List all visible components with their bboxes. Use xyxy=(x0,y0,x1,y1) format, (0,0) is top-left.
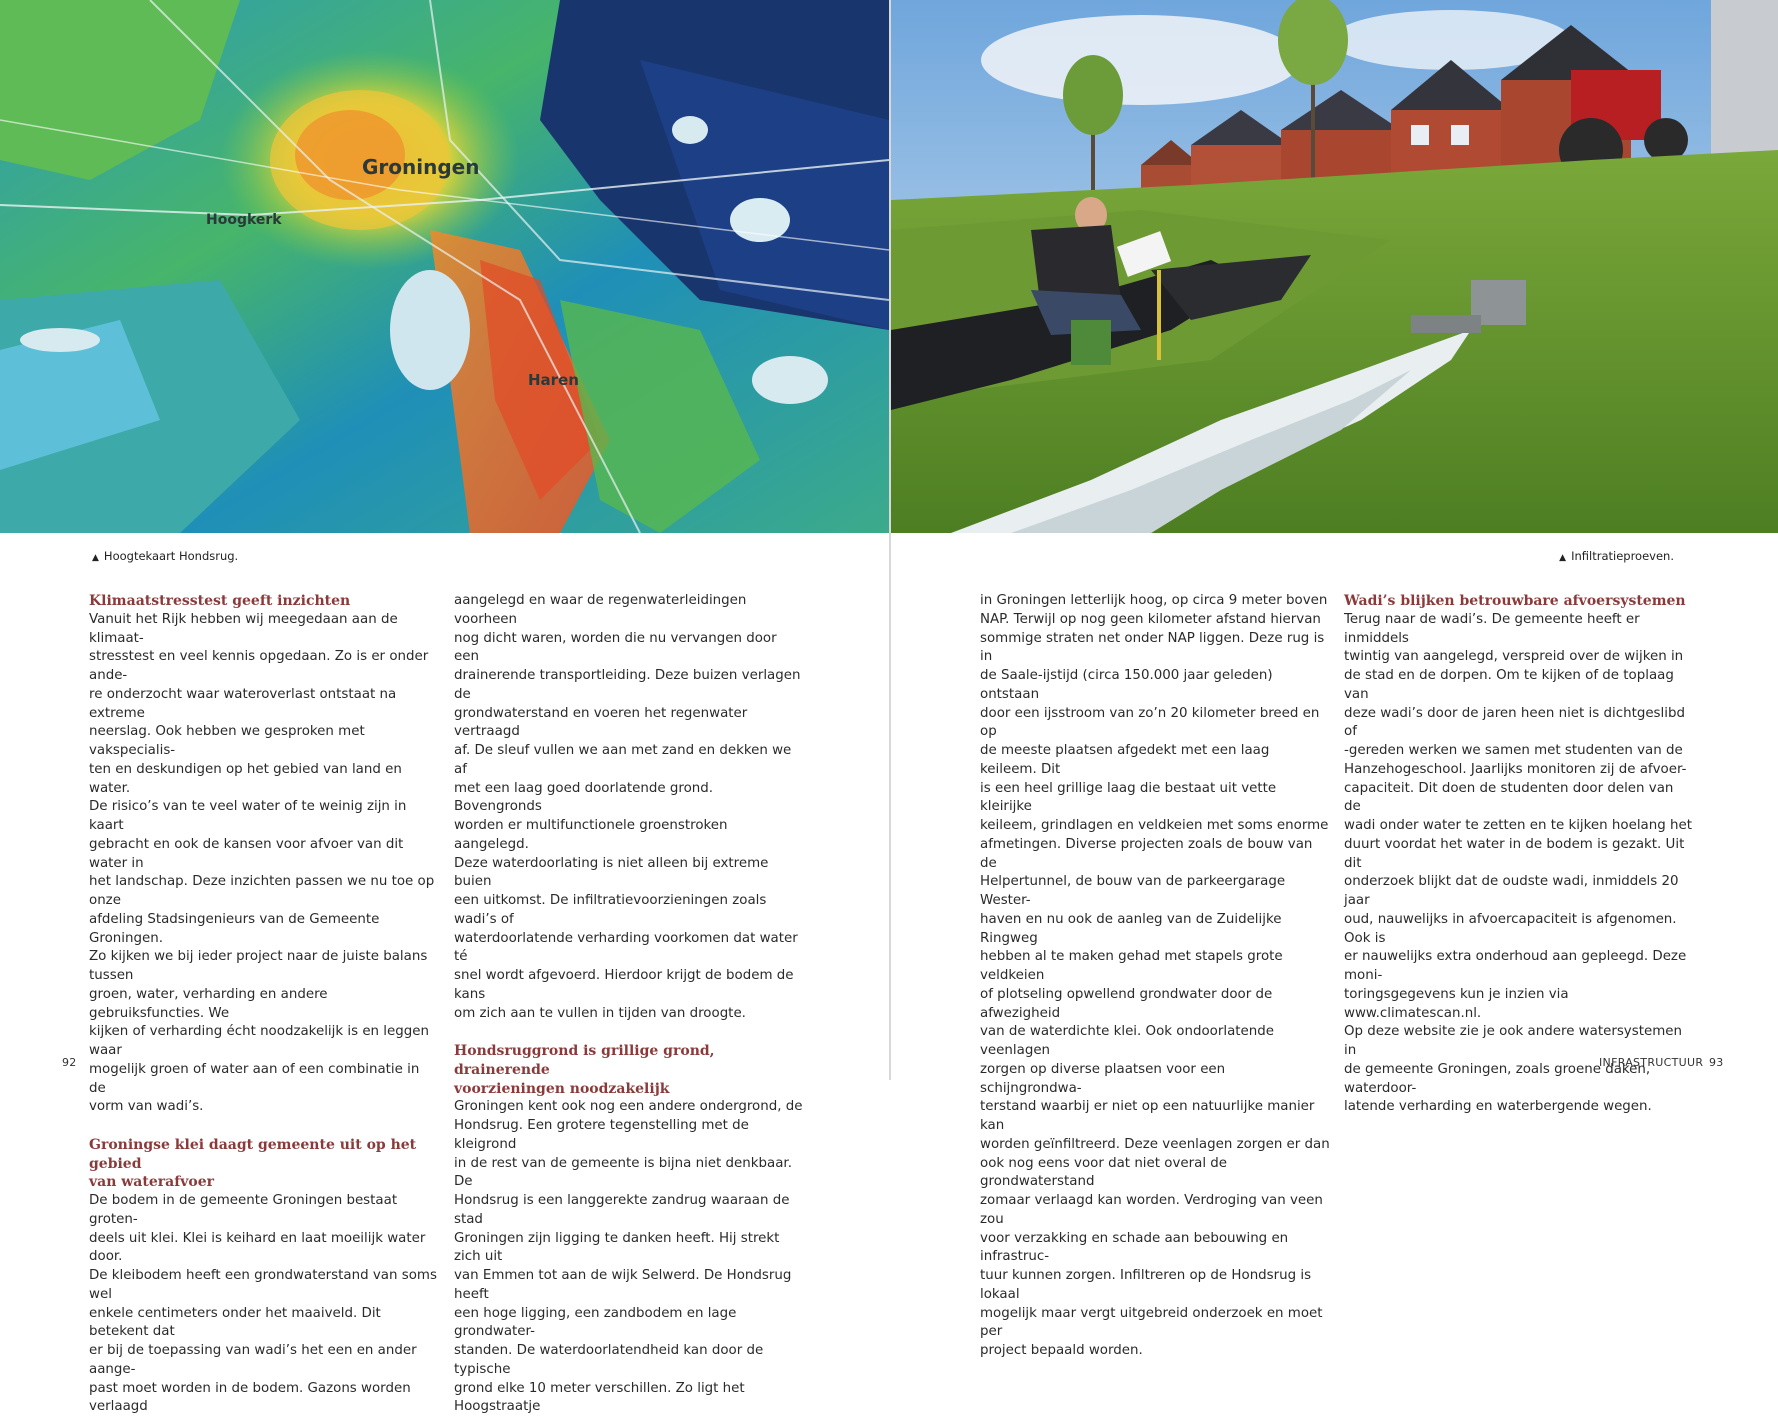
body-text-line: een hoge ligging, een zandbodem en lage grondwater- xyxy=(454,1305,804,1343)
body-text-line: waterdoorlatende verharding voorkomen dat water té xyxy=(454,930,804,968)
body-text-line: Hondsrug is een langgerekte zandrug waaraan de stad xyxy=(454,1192,804,1230)
body-text-line: in de rest van de gemeente is bijna niet denkbaar. De xyxy=(454,1155,804,1193)
body-text-line: Groningen kent ook nog een andere ondergrond, de xyxy=(454,1098,804,1117)
right-column-2 xyxy=(1344,592,1694,1117)
page-number-right: 93 xyxy=(1709,1056,1724,1069)
map-label-hoogkerk: Hoogkerk xyxy=(206,212,282,228)
body-text-line: kijken of verharding écht noodzakelijk is en leggen waar xyxy=(89,1023,439,1061)
body-text-line: De kleibodem heeft een grondwaterstand van soms wel xyxy=(89,1267,439,1305)
body-text-line: de gemeente Groningen, zoals groene daken, waterdoor- xyxy=(1344,1061,1694,1099)
body-text-line: met een laag goed doorlatende grond. Bovengronds xyxy=(454,780,804,818)
body-text-line: of plotseling opwellend grondwater door de afwezigheid xyxy=(980,986,1330,1024)
body-text-line: sommige straten net onder NAP liggen. Deze rug is in xyxy=(980,630,1330,668)
paragraph-gap xyxy=(89,1117,439,1136)
section-heading: Wadi’s blijken betrouwbare afvoersystemen xyxy=(1344,592,1694,611)
body-text-line: worden geïnfiltreerd. Deze veenlagen zorgen er dan xyxy=(980,1136,1330,1155)
body-text-line: aangelegd en waar de regenwaterleidingen voorheen xyxy=(454,592,804,630)
body-text-line: in Groningen letterlijk hoog, op circa 9 meter boven xyxy=(980,592,1330,611)
caption-triangle-icon: ▲ xyxy=(92,553,99,563)
body-text-line: deze wadi’s door de jaren heen niet is dichtgeslibd of xyxy=(1344,705,1694,743)
right-column-1 xyxy=(980,592,1330,1361)
body-text-line: nog dicht waren, worden die nu vervangen door een xyxy=(454,630,804,668)
body-text-line: zorgen op diverse plaatsen voor een schijngrondwa- xyxy=(980,1061,1330,1099)
body-text-line: hebben al te maken gehad met stapels grote veldkeien xyxy=(980,948,1330,986)
body-text-line: zomaar verlaagd kan worden. Verdroging van veen zou xyxy=(980,1192,1330,1230)
body-text-line: past moet worden in de bodem. Gazons worden verlaagd xyxy=(89,1380,439,1417)
caption-triangle-icon: ▲ xyxy=(1559,553,1566,563)
body-text-line: van de waterdichte klei. Ook ondoorlatende veenlagen xyxy=(980,1023,1330,1061)
body-text-line: oud, nauwelijks in afvoercapaciteit is afgenomen. Ook is xyxy=(1344,911,1694,949)
body-text-line: het landschap. Deze inzichten passen we nu toe op onze xyxy=(89,873,439,911)
body-text-line: neerslag. Ook hebben we gesproken met vakspecialis- xyxy=(89,723,439,761)
section-label: INFRASTRUCTUUR xyxy=(1599,1056,1703,1069)
body-text-line: voor verzakking en schade aan bebouwing en infrastruc- xyxy=(980,1230,1330,1268)
photo-caption-text: Infiltratieproeven. xyxy=(1571,549,1674,563)
body-text-line: tuur kunnen zorgen. Infiltreren op de Hondsrug is lokaal xyxy=(980,1267,1330,1305)
body-text-line: De bodem in de gemeente Groningen bestaat groten- xyxy=(89,1192,439,1230)
body-text-line: twintig van aangelegd, verspreid over de wijken in xyxy=(1344,648,1694,667)
body-text-line: standen. De waterdoorlatendheid kan door de typische xyxy=(454,1342,804,1380)
body-text-line: afdeling Stadsingenieurs van de Gemeente Groningen. xyxy=(89,911,439,949)
body-text-line: NAP. Terwijl op nog geen kilometer afstand hiervan xyxy=(980,611,1330,630)
body-text-line: mogelijk groen of water aan of een combinatie in de xyxy=(89,1061,439,1099)
body-text-line: Groningen zijn ligging te danken heeft. Hij strekt zich uit xyxy=(454,1230,804,1268)
photo-caption xyxy=(1559,549,1674,563)
body-text-line: enkele centimeters onder het maaiveld. Dit betekent dat xyxy=(89,1305,439,1343)
body-text-line: capaciteit. Dit doen de studenten door delen van de xyxy=(1344,780,1694,818)
left-column-2 xyxy=(454,592,804,1417)
body-text-line: stresstest en veel kennis opgedaan. Zo is er onder ande- xyxy=(89,648,439,686)
body-text-line: -gereden werken we samen met studenten van de xyxy=(1344,742,1694,761)
elevation-map-graphic xyxy=(0,0,889,533)
body-text-line: wadi onder water te zetten en te kijken hoelang het xyxy=(1344,817,1694,836)
body-text-line: de Saale-ijstijd (circa 150.000 jaar geleden) ontstaan xyxy=(980,667,1330,705)
body-text-line: er nauwelijks extra onderhoud aan gepleegd. Deze moni- xyxy=(1344,948,1694,986)
body-text-line: worden er multifunctionele groenstroken aangelegd. xyxy=(454,817,804,855)
body-text-line: de stad en de dorpen. Om te kijken of de toplaag van xyxy=(1344,667,1694,705)
body-text-line: om zich aan te vullen in tijden van droogte. xyxy=(454,1005,804,1024)
body-text-line: groen, water, verharding en andere gebruiksfuncties. We xyxy=(89,986,439,1024)
elevation-map-image xyxy=(0,0,889,533)
body-text-line: terstand waarbij er niet op een natuurlijke manier kan xyxy=(980,1098,1330,1136)
body-text-line: Zo kijken we bij ieder project naar de juiste balans tussen xyxy=(89,948,439,986)
left-page xyxy=(0,0,889,1080)
body-text-line: gebracht en ook de kansen voor afvoer van dit water in xyxy=(89,836,439,874)
right-page xyxy=(891,0,1778,1080)
section-heading: Hondsruggrond is grillige grond, drainerende xyxy=(454,1042,804,1080)
body-text-line: snel wordt afgevoerd. Hierdoor krijgt de bodem de kans xyxy=(454,967,804,1005)
body-text-line: is een heel grillige laag die bestaat uit vette kleirijke xyxy=(980,780,1330,818)
body-text-line: een uitkomst. De infiltratievoorzieningen zoals wadi’s of xyxy=(454,892,804,930)
body-text-line: Vanuit het Rijk hebben wij meegedaan aan de klimaat- xyxy=(89,611,439,649)
body-text-line: ten en deskundigen op het gebied van land en water. xyxy=(89,761,439,799)
body-text-line: re onderzocht waar wateroverlast ontstaat na extreme xyxy=(89,686,439,724)
body-text-line: duurt voordat het water in de bodem is gezakt. Uit dit xyxy=(1344,836,1694,874)
body-text-line: drainerende transportleiding. Deze buizen verlagen de xyxy=(454,667,804,705)
body-text-line: er bij de toepassing van wadi’s het een en ander aange- xyxy=(89,1342,439,1380)
body-text-line: grond elke 10 meter verschillen. Zo ligt het Hoogstraatje xyxy=(454,1380,804,1417)
body-text-line: Hanzehogeschool. Jaarlijks monitoren zij de afvoer- xyxy=(1344,761,1694,780)
body-text-line: door een ijsstroom van zo’n 20 kilometer breed en op xyxy=(980,705,1330,743)
infiltration-photo-graphic xyxy=(891,0,1778,533)
body-text-line: Helpertunnel, de bouw van de parkeergarage Wester- xyxy=(980,873,1330,911)
body-text-line: vorm van wadi’s. xyxy=(89,1098,439,1117)
body-text-line: haven en nu ook de aanleg van de Zuidelijke Ringweg xyxy=(980,911,1330,949)
body-text-line: onderzoek blijkt dat de oudste wadi, inmiddels 20 jaar xyxy=(1344,873,1694,911)
body-text-line: ook nog eens voor dat niet overal de grondwaterstand xyxy=(980,1155,1330,1193)
body-text-line: keileem, grindlagen en veldkeien met soms enorme xyxy=(980,817,1330,836)
map-caption-text: Hoogtekaart Hondsrug. xyxy=(104,549,238,563)
map-label-haren: Haren xyxy=(528,371,579,389)
section-heading: voorzieningen noodzakelijk xyxy=(454,1080,804,1099)
body-text-line: Deze waterdoorlating is niet alleen bij extreme buien xyxy=(454,855,804,893)
body-text-line: mogelijk maar vergt uitgebreid onderzoek en moet per xyxy=(980,1305,1330,1343)
map-caption xyxy=(92,549,238,563)
body-text-line: Terug naar de wadi’s. De gemeente heeft er inmiddels xyxy=(1344,611,1694,649)
body-text-line: latende verharding en waterbergende wegen. xyxy=(1344,1098,1694,1117)
section-heading: Groningse klei daagt gemeente uit op het gebied xyxy=(89,1136,439,1174)
body-text-line: af. De sleuf vullen we aan met zand en dekken we af xyxy=(454,742,804,780)
page-number-left: 92 xyxy=(62,1056,77,1069)
body-text-line: afmetingen. Diverse projecten zoals de bouw van de xyxy=(980,836,1330,874)
paragraph-gap xyxy=(454,1023,804,1042)
body-text-line: De risico’s van te veel water of te weinig zijn in kaart xyxy=(89,798,439,836)
body-text-line: Hondsrug. Een grotere tegenstelling met de kleigrond xyxy=(454,1117,804,1155)
section-heading: Klimaatstresstest geeft inzichten xyxy=(89,592,439,611)
body-text-line: van Emmen tot aan de wijk Selwerd. De Hondsrug heeft xyxy=(454,1267,804,1305)
body-text-line: deels uit klei. Klei is keihard en laat moeilijk water door. xyxy=(89,1230,439,1268)
map-label-groningen: Groningen xyxy=(362,155,479,179)
body-text-line: Op deze website zie je ook andere watersystemen in xyxy=(1344,1023,1694,1061)
body-text-line: toringsgegevens kun je inzien via www.climatescan.nl. xyxy=(1344,986,1694,1024)
body-text-line: project bepaald worden. xyxy=(980,1342,1330,1361)
section-heading: van waterafvoer xyxy=(89,1173,439,1192)
body-text-line: grondwaterstand en voeren het regenwater vertraagd xyxy=(454,705,804,743)
body-text-line: de meeste plaatsen afgedekt met een laag keileem. Dit xyxy=(980,742,1330,780)
infiltration-test-photo xyxy=(891,0,1778,533)
left-column-1 xyxy=(89,592,439,1417)
